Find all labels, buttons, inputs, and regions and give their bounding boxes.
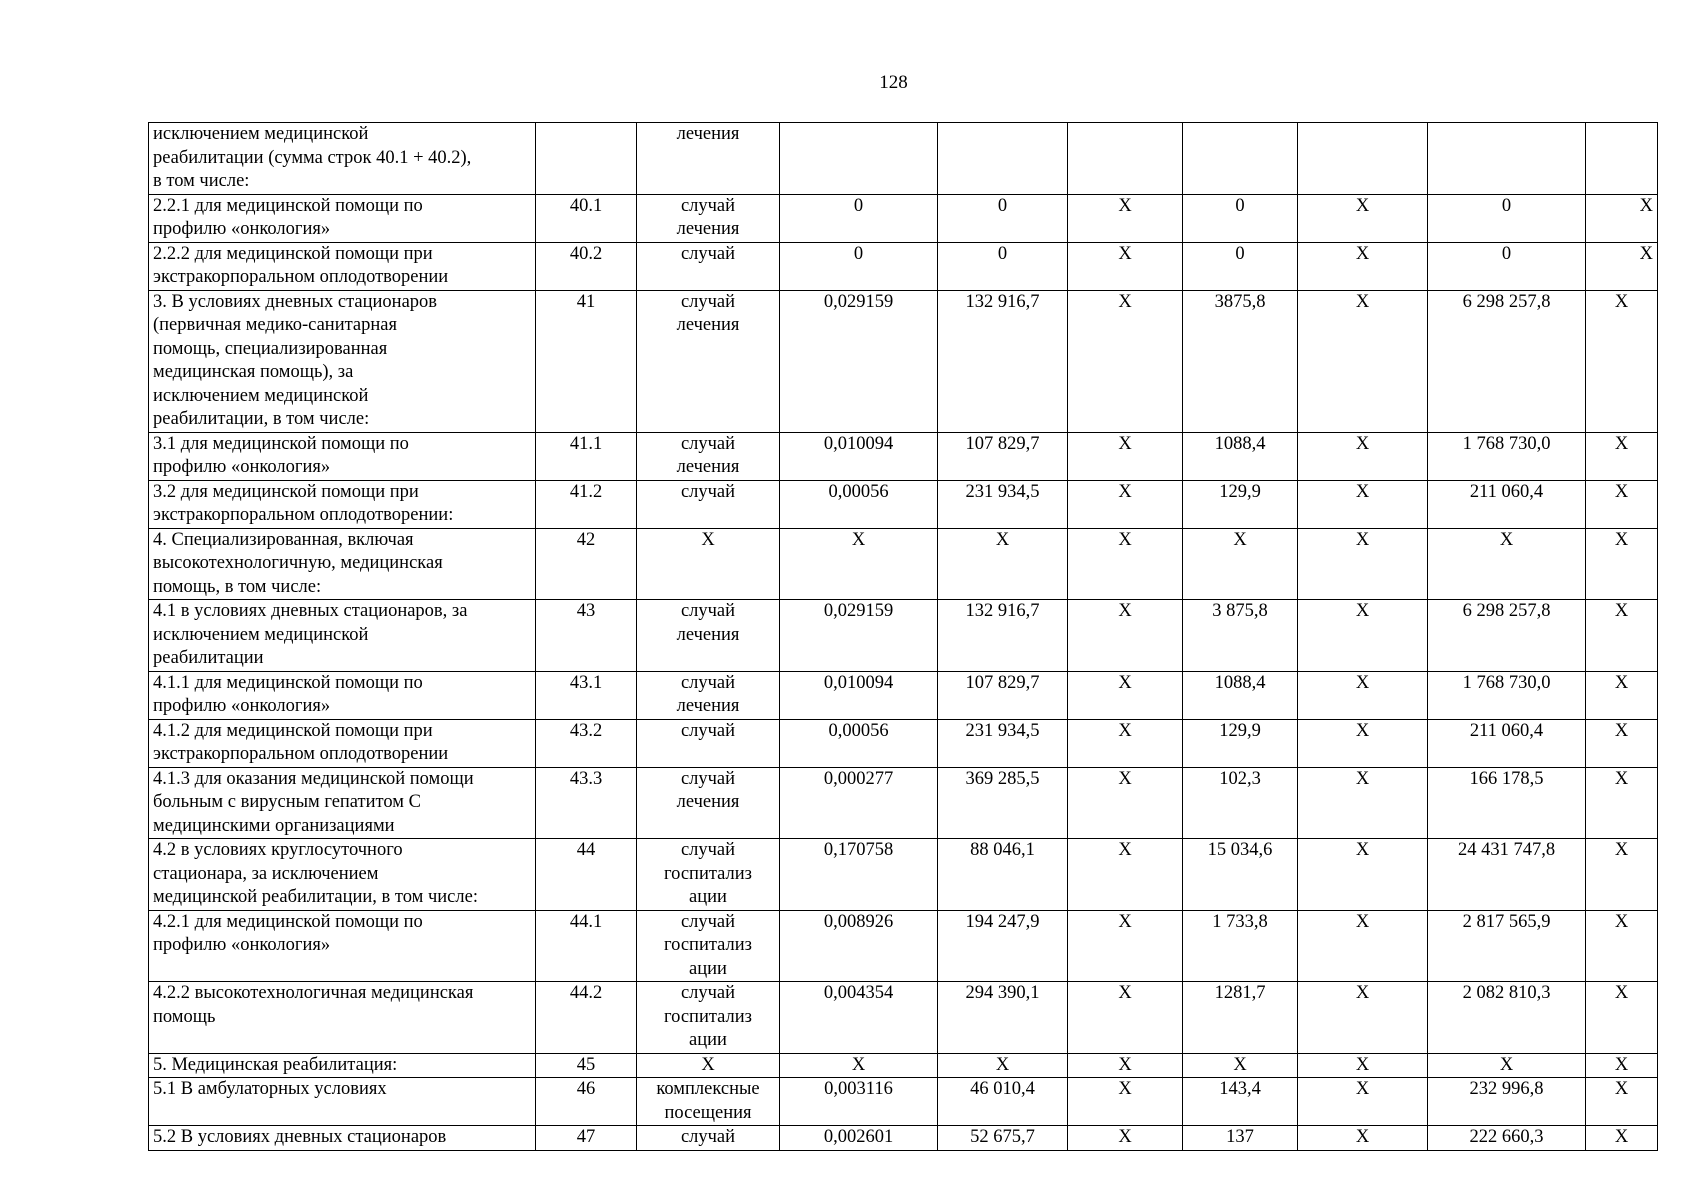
value-cell-6: 211 060,4: [1428, 480, 1586, 528]
value-cell-4: 15 034,6: [1183, 839, 1298, 911]
value-cell-2: 132 916,7: [938, 600, 1068, 672]
value-cell-4: 0: [1183, 242, 1298, 290]
value-cell-2: 132 916,7: [938, 290, 1068, 432]
value-cell-6: 0: [1428, 194, 1586, 242]
value-cell-2: Х: [938, 1053, 1068, 1078]
value-cell-1: 0,029159: [780, 290, 938, 432]
row-code-cell: 41.2: [536, 480, 637, 528]
value-cell-3: Х: [1068, 1078, 1183, 1126]
value-cell-2: 369 285,5: [938, 767, 1068, 839]
table-row: [149, 1053, 1658, 1078]
unit-cell: случай лечения: [637, 767, 780, 839]
table-row: [149, 767, 1658, 839]
table-row: [149, 242, 1658, 290]
value-cell-6: 222 660,3: [1428, 1126, 1586, 1151]
row-name-cell: 2.2.1 для медицинской помощи по профилю «онкология»: [149, 194, 536, 242]
value-cell-3: Х: [1068, 600, 1183, 672]
unit-cell: случай: [637, 719, 780, 767]
value-cell-6: 166 178,5: [1428, 767, 1586, 839]
value-cell-3: Х: [1068, 839, 1183, 911]
value-cell-6: [1428, 123, 1586, 195]
row-code-cell: 45: [536, 1053, 637, 1078]
row-code-cell: 43.1: [536, 671, 637, 719]
row-code-cell: 43.2: [536, 719, 637, 767]
value-cell-6: 2 817 565,9: [1428, 910, 1586, 982]
value-cell-7: Х: [1586, 1078, 1658, 1126]
data-table: [148, 122, 1658, 1151]
value-cell-1: 0,002601: [780, 1126, 938, 1151]
row-code-cell: 40.2: [536, 242, 637, 290]
value-cell-7: Х: [1586, 1126, 1658, 1151]
value-cell-3: Х: [1068, 910, 1183, 982]
row-name-cell: 4.1.2 для медицинской помощи при экстракорпоральном оплодотворении: [149, 719, 536, 767]
table-row: [149, 123, 1658, 195]
value-cell-5: Х: [1298, 982, 1428, 1054]
unit-cell: случай лечения: [637, 432, 780, 480]
value-cell-5: Х: [1298, 194, 1428, 242]
row-name-cell: исключением медицинской реабилитации (сумма строк 40.1 + 40.2), в том числе:: [149, 123, 536, 195]
unit-cell: случай лечения: [637, 671, 780, 719]
table-body: [149, 123, 1658, 1151]
value-cell-7: Х: [1586, 671, 1658, 719]
unit-cell: Х: [637, 528, 780, 600]
value-cell-4: 0: [1183, 194, 1298, 242]
value-cell-2: 52 675,7: [938, 1126, 1068, 1151]
value-cell-7: Х: [1586, 910, 1658, 982]
value-cell-7: Х: [1586, 480, 1658, 528]
value-cell-7: Х: [1586, 528, 1658, 600]
value-cell-3: Х: [1068, 242, 1183, 290]
value-cell-1: 0,029159: [780, 600, 938, 672]
row-name-cell: 2.2.2 для медицинской помощи при экстракорпоральном оплодотворении: [149, 242, 536, 290]
value-cell-1: 0: [780, 242, 938, 290]
value-cell-4: 1088,4: [1183, 671, 1298, 719]
value-cell-7: Х: [1586, 432, 1658, 480]
row-name-cell: 4.1.1 для медицинской помощи по профилю «онкология»: [149, 671, 536, 719]
table-row: [149, 600, 1658, 672]
value-cell-6: Х: [1428, 1053, 1586, 1078]
value-cell-4: 129,9: [1183, 719, 1298, 767]
value-cell-5: Х: [1298, 719, 1428, 767]
value-cell-4: 143,4: [1183, 1078, 1298, 1126]
value-cell-5: Х: [1298, 600, 1428, 672]
value-cell-6: 24 431 747,8: [1428, 839, 1586, 911]
value-cell-6: 0: [1428, 242, 1586, 290]
value-cell-4: 1 733,8: [1183, 910, 1298, 982]
value-cell-5: [1298, 123, 1428, 195]
unit-cell: случай лечения: [637, 290, 780, 432]
value-cell-3: [1068, 123, 1183, 195]
value-cell-2: [938, 123, 1068, 195]
row-name-cell: 3. В условиях дневных стационаров (первичная медико-санитарная помощь, специализированная медицинская помощь), за исключением медицинской реабилитации, в том числе:: [149, 290, 536, 432]
value-cell-3: Х: [1068, 1053, 1183, 1078]
row-name-cell: 3.1 для медицинской помощи по профилю «онкология»: [149, 432, 536, 480]
row-name-cell: 5. Медицинская реабилитация:: [149, 1053, 536, 1078]
value-cell-6: 2 082 810,3: [1428, 982, 1586, 1054]
value-cell-3: Х: [1068, 1126, 1183, 1151]
value-cell-6: 1 768 730,0: [1428, 671, 1586, 719]
value-cell-2: 0: [938, 242, 1068, 290]
value-cell-6: 6 298 257,8: [1428, 290, 1586, 432]
value-cell-3: Х: [1068, 982, 1183, 1054]
table-row: [149, 671, 1658, 719]
value-cell-5: Х: [1298, 290, 1428, 432]
value-cell-1: 0,010094: [780, 671, 938, 719]
value-cell-7: Х: [1586, 839, 1658, 911]
row-name-cell: 4. Специализированная, включая высокотехнологичную, медицинская помощь, в том числе:: [149, 528, 536, 600]
value-cell-4: 1088,4: [1183, 432, 1298, 480]
row-code-cell: 40.1: [536, 194, 637, 242]
row-code-cell: 44.2: [536, 982, 637, 1054]
row-code-cell: 44.1: [536, 910, 637, 982]
value-cell-4: Х: [1183, 1053, 1298, 1078]
value-cell-1: 0,004354: [780, 982, 938, 1054]
value-cell-2: 88 046,1: [938, 839, 1068, 911]
value-cell-1: Х: [780, 1053, 938, 1078]
value-cell-3: Х: [1068, 480, 1183, 528]
table-row: [149, 194, 1658, 242]
value-cell-1: 0,00056: [780, 480, 938, 528]
table-row: [149, 480, 1658, 528]
table-row: [149, 910, 1658, 982]
value-cell-5: Х: [1298, 1053, 1428, 1078]
table-row: [149, 839, 1658, 911]
value-cell-1: 0,00056: [780, 719, 938, 767]
value-cell-7: Х: [1586, 194, 1658, 242]
unit-cell: случай лечения: [637, 600, 780, 672]
value-cell-7: Х: [1586, 982, 1658, 1054]
row-name-cell: 5.2 В условиях дневных стационаров: [149, 1126, 536, 1151]
value-cell-5: Х: [1298, 1078, 1428, 1126]
unit-cell: случай: [637, 1126, 780, 1151]
value-cell-1: 0: [780, 194, 938, 242]
row-name-cell: 4.1 в условиях дневных стационаров, за исключением медицинской реабилитации: [149, 600, 536, 672]
row-code-cell: 42: [536, 528, 637, 600]
value-cell-4: 129,9: [1183, 480, 1298, 528]
value-cell-2: 231 934,5: [938, 719, 1068, 767]
row-code-cell: 41.1: [536, 432, 637, 480]
value-cell-7: Х: [1586, 600, 1658, 672]
value-cell-5: Х: [1298, 1126, 1428, 1151]
table-row: [149, 432, 1658, 480]
value-cell-1: 0,003116: [780, 1078, 938, 1126]
value-cell-5: Х: [1298, 839, 1428, 911]
value-cell-3: Х: [1068, 432, 1183, 480]
row-name-cell: 3.2 для медицинской помощи при экстракорпоральном оплодотворении:: [149, 480, 536, 528]
value-cell-7: Х: [1586, 1053, 1658, 1078]
value-cell-3: Х: [1068, 528, 1183, 600]
value-cell-6: 211 060,4: [1428, 719, 1586, 767]
unit-cell: Х: [637, 1053, 780, 1078]
row-code-cell: 43: [536, 600, 637, 672]
unit-cell: случай госпитализ ации: [637, 839, 780, 911]
row-code-cell: [536, 123, 637, 195]
row-name-cell: 4.2.2 высокотехнологичная медицинская помощь: [149, 982, 536, 1054]
value-cell-4: 3 875,8: [1183, 600, 1298, 672]
row-code-cell: 41: [536, 290, 637, 432]
unit-cell: случай лечения: [637, 194, 780, 242]
value-cell-1: [780, 123, 938, 195]
row-name-cell: 4.2 в условиях круглосуточного стационара, за исключением медицинской реабилитации, в том числе:: [149, 839, 536, 911]
value-cell-4: 3875,8: [1183, 290, 1298, 432]
value-cell-5: Х: [1298, 671, 1428, 719]
value-cell-2: 46 010,4: [938, 1078, 1068, 1126]
value-cell-2: 294 390,1: [938, 982, 1068, 1054]
value-cell-4: Х: [1183, 528, 1298, 600]
row-code-cell: 46: [536, 1078, 637, 1126]
value-cell-5: Х: [1298, 910, 1428, 982]
value-cell-2: 231 934,5: [938, 480, 1068, 528]
value-cell-4: 102,3: [1183, 767, 1298, 839]
value-cell-1: 0,170758: [780, 839, 938, 911]
value-cell-4: 137: [1183, 1126, 1298, 1151]
unit-cell: случай госпитализ ации: [637, 982, 780, 1054]
row-code-cell: 43.3: [536, 767, 637, 839]
value-cell-7: Х: [1586, 719, 1658, 767]
value-cell-1: Х: [780, 528, 938, 600]
value-cell-2: 107 829,7: [938, 671, 1068, 719]
value-cell-6: 232 996,8: [1428, 1078, 1586, 1126]
value-cell-4: 1281,7: [1183, 982, 1298, 1054]
value-cell-6: Х: [1428, 528, 1586, 600]
value-cell-3: Х: [1068, 671, 1183, 719]
value-cell-5: Х: [1298, 528, 1428, 600]
table-row: [149, 528, 1658, 600]
unit-cell: случай: [637, 480, 780, 528]
row-code-cell: 47: [536, 1126, 637, 1151]
table-row: [149, 1126, 1658, 1151]
unit-cell: случай госпитализ ации: [637, 910, 780, 982]
value-cell-1: 0,008926: [780, 910, 938, 982]
value-cell-2: Х: [938, 528, 1068, 600]
value-cell-1: 0,000277: [780, 767, 938, 839]
value-cell-3: Х: [1068, 194, 1183, 242]
value-cell-1: 0,010094: [780, 432, 938, 480]
unit-cell: лечения: [637, 123, 780, 195]
value-cell-7: [1586, 123, 1658, 195]
value-cell-5: Х: [1298, 242, 1428, 290]
value-cell-4: [1183, 123, 1298, 195]
value-cell-5: Х: [1298, 432, 1428, 480]
page-number: 128: [879, 72, 908, 93]
value-cell-5: Х: [1298, 767, 1428, 839]
unit-cell: комплексные посещения: [637, 1078, 780, 1126]
value-cell-6: 6 298 257,8: [1428, 600, 1586, 672]
value-cell-3: Х: [1068, 290, 1183, 432]
value-cell-7: Х: [1586, 767, 1658, 839]
table-row: [149, 290, 1658, 432]
table-row: [149, 982, 1658, 1054]
value-cell-2: 0: [938, 194, 1068, 242]
value-cell-7: Х: [1586, 242, 1658, 290]
row-code-cell: 44: [536, 839, 637, 911]
table-row: [149, 1078, 1658, 1126]
value-cell-5: Х: [1298, 480, 1428, 528]
value-cell-3: Х: [1068, 767, 1183, 839]
table-row: [149, 719, 1658, 767]
row-name-cell: 4.2.1 для медицинской помощи по профилю «онкология»: [149, 910, 536, 982]
value-cell-6: 1 768 730,0: [1428, 432, 1586, 480]
value-cell-2: 107 829,7: [938, 432, 1068, 480]
row-name-cell: 4.1.3 для оказания медицинской помощи больным с вирусным гепатитом С медицинскими организациями: [149, 767, 536, 839]
value-cell-2: 194 247,9: [938, 910, 1068, 982]
row-name-cell: 5.1 В амбулаторных условиях: [149, 1078, 536, 1126]
value-cell-7: Х: [1586, 290, 1658, 432]
value-cell-3: Х: [1068, 719, 1183, 767]
unit-cell: случай: [637, 242, 780, 290]
